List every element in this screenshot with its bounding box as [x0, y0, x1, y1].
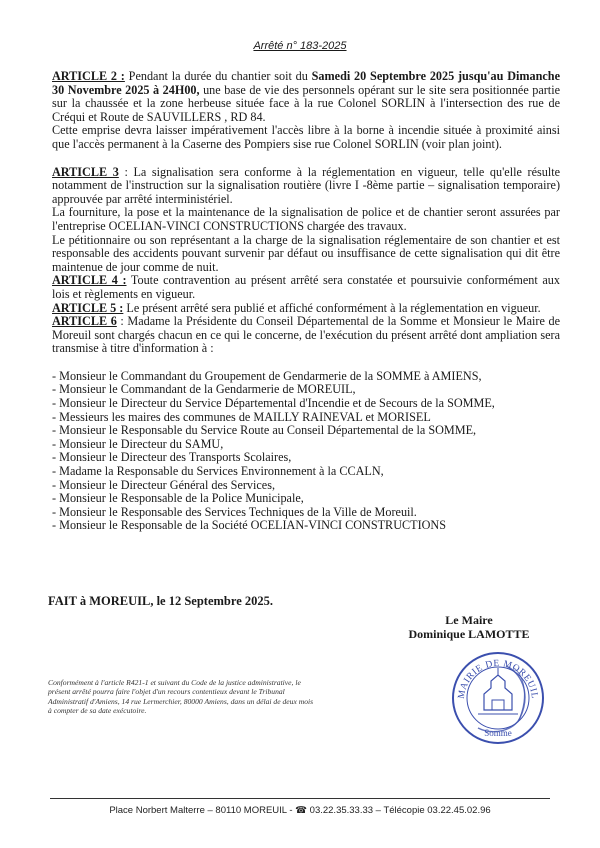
seal-top-text: MAIRIE DE MOREUIL: [456, 658, 540, 700]
article-2-text-2: une base de vie des personnels opérant sur le site sera positionnée partie sur la chaussée et la zone herbeuse située face à la rue Colonel SORLIN à l'intersection des rue de Créqui et Route de SAUVILLERS , RD 84.: [52, 82, 560, 124]
list-item: - Monsieur le Directeur du Service Départemental d'Incendie et de Secours de la SOMME,: [52, 396, 495, 411]
article-6-text: : Madame la Présidente du Conseil Départemental de la Somme et Monsieur le Maire de Moreuil sont chargés chacun en ce qui le concerne, de l'exécution du présent arrêté dont ampliation sera transmise à titre d'information à :: [52, 314, 561, 356]
list-item: - Monsieur le Commandant de la Gendarmerie de MOREUIL,: [52, 382, 356, 397]
svg-text:MAIRIE DE MOREUIL: [457, 659, 539, 700]
list-item: - Messieurs les maires des communes de MAILLY RAINEVAL et MORISEL: [52, 409, 431, 424]
list-item: - Monsieur le Directeur Général des Services,: [52, 477, 276, 492]
article-3-paragraph-2: La fourniture, la pose et la maintenance de la signalisation de police et de chantier seront assurées par l'entreprise OCELIAN-VINCI CONSTRUCTIONS chargée des travaux.: [52, 205, 560, 233]
article-2-paragraph: [52, 70, 560, 124]
signoff-line: FAIT à MOREUIL, le 12 Septembre 2025.: [48, 594, 273, 608]
phone-icon: ☎: [295, 805, 308, 816]
list-item: - Monsieur le Responsable de la Société OCELIAN-VINCI CONSTRUCTIONS: [52, 518, 447, 533]
article-4-label: ARTICLE 4 :: [52, 273, 127, 288]
list-item: - Monsieur le Directeur des Transports Scolaires,: [52, 450, 292, 465]
article-3-paragraph-3: Le pétitionnaire ou son représentant a la charge de la signalisation réglementaire de son chantier et est responsable des accidents pouvant survenir par défaut ou insuffisance de cette signalisation qui dit être maintenue de jour comme de nuit.: [52, 232, 560, 274]
article-2-label: ARTICLE 2 :: [52, 69, 125, 83]
article-5-paragraph: [52, 302, 560, 316]
article-3-paragraph: [52, 166, 560, 207]
article-2-text-1: Pendant la durée du chantier soit du: [124, 69, 312, 83]
article-3-text-1: : La signalisation sera conforme à la réglementation en vigueur, telle qu'elle résulte notamment de l'instruction sur la signalisation routière (livre I -8ème partie – signalisation temporaire) approuvée par arrêté interministériel.: [52, 164, 561, 206]
seal-bottom-text: Somme: [484, 728, 512, 738]
article-5-label: ARTICLE 5 :: [52, 300, 124, 315]
list-item: - Monsieur le Directeur du SAMU,: [52, 436, 224, 451]
article-5-text: Le présent arrêté sera publié et affiché conformément à la réglementation en vigueur.: [123, 300, 541, 315]
decree-reference: Arrêté n° 183-2025: [253, 40, 347, 52]
recipients-list: [52, 370, 560, 533]
article-3-label: ARTICLE 3: [52, 164, 119, 179]
article-2-dates: Samedi 20 Septembre 2025 jusqu'au Dimanche 30 Novembre 2025 à 24H00,: [52, 69, 560, 97]
document-body: [52, 70, 560, 533]
article-6-label: ARTICLE 6: [52, 314, 117, 329]
signatory-title: Le Maire: [445, 613, 493, 627]
article-4-text: Toute contravention au présent arrêté sera constatée et poursuivie conformément aux lois et règlements en vigueur.: [52, 273, 560, 301]
article-6-paragraph: [52, 315, 560, 356]
footer-divider: [50, 798, 550, 799]
list-item: - Monsieur le Responsable de la Police Municipale,: [52, 491, 304, 506]
footer-address: Place Norbert Malterre – 80110 MOREUIL -: [109, 805, 296, 816]
town-hall-seal-icon: [448, 648, 548, 748]
list-item: - Monsieur le Commandant du Groupement de Gendarmerie de la SOMME à AMIENS,: [52, 368, 482, 383]
signatory-name: Dominique LAMOTTE: [408, 627, 530, 641]
legal-notice: Conformément à l'article R421-1 et suivant du Code de la justice administrative, le présent arrêté pourra faire l'objet d'un recours contentieux devant le Tribunal Administratif d'Amiens, 14 rue Lermerchier, 80000 Amiens, dans un délai de deux mois à compter de sa date exécutoire.: [48, 678, 314, 716]
signature-block: [404, 613, 534, 641]
footer-phone: 03.22.35.33.33 – Télécopie 03.22.45.02.96: [307, 805, 491, 816]
list-item: - Monsieur le Responsable des Services Techniques de la Ville de Moreuil.: [52, 504, 417, 519]
article-4-paragraph: [52, 274, 560, 301]
list-item: - Monsieur le Responsable du Service Route au Conseil Départemental de la SOMME,: [52, 423, 477, 438]
article-2-paragraph-2: Cette emprise devra laisser impérativement l'accès libre à la borne à incendie située à proximité ainsi que l'accès permanent à la Caserne des Pompiers sise rue Colonel SORLIN (voir plan joint).: [52, 123, 560, 151]
footer: [0, 805, 600, 816]
list-item: - Madame la Responsable du Services Environnement à la CCALN,: [52, 464, 384, 479]
